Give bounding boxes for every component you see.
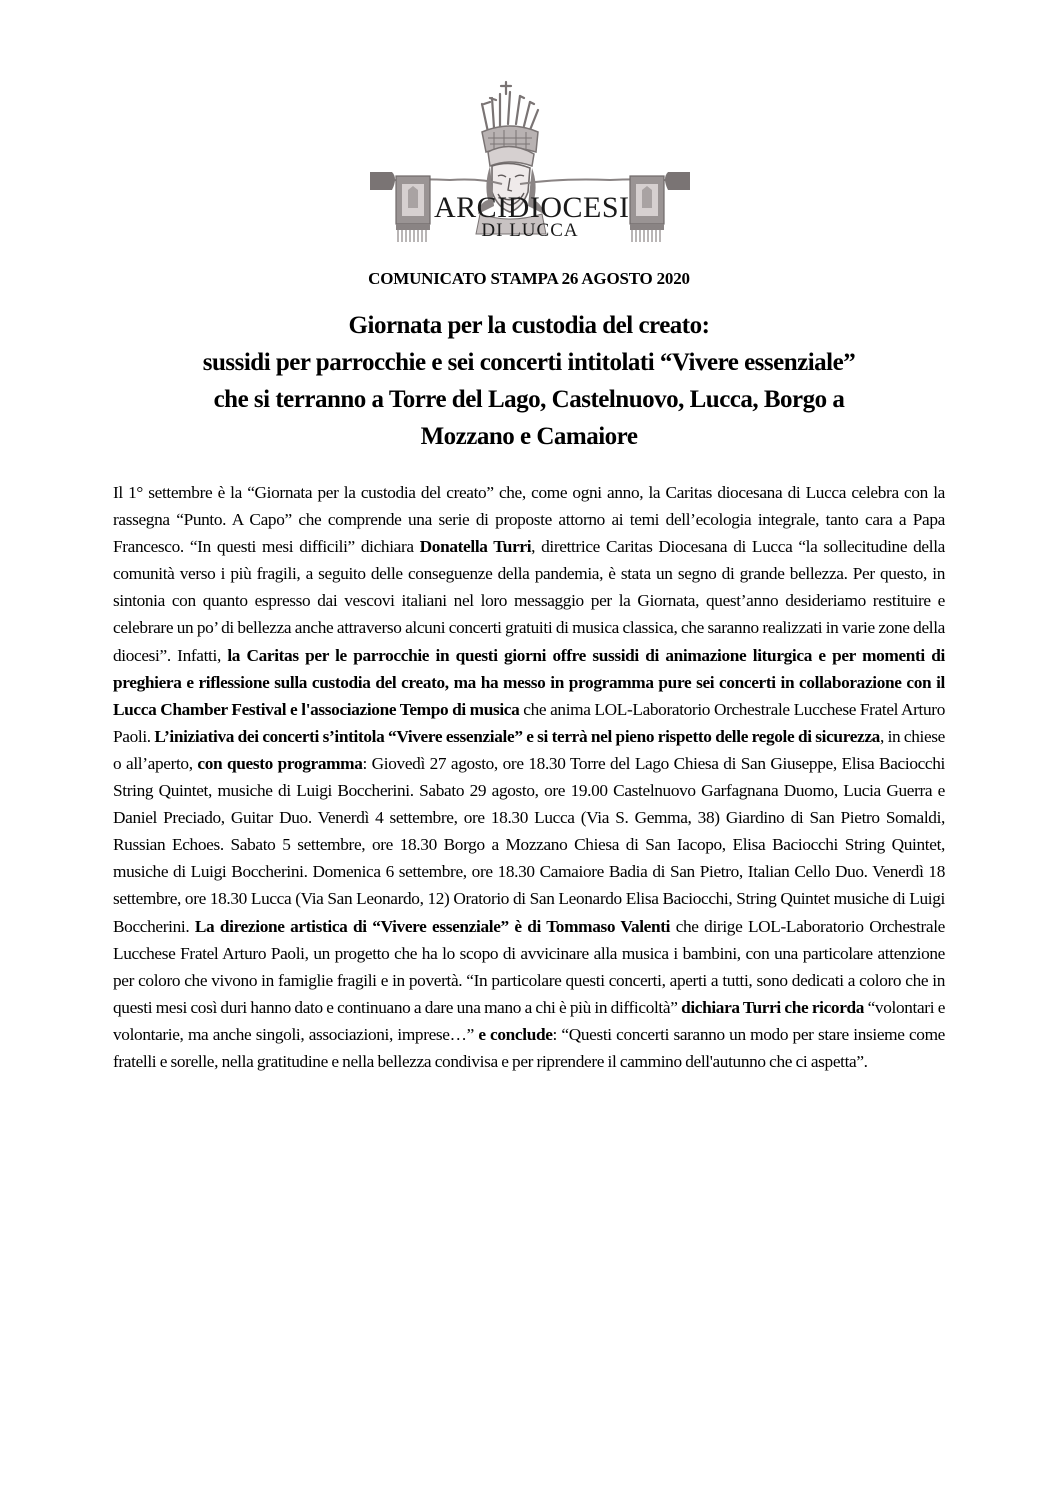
title-line: Giornata per la custodia del creato:: [348, 312, 710, 339]
logo-title: ARCIDIOCESI: [434, 191, 630, 224]
press-release-title: [100, 307, 958, 455]
archdiocese-logo: [370, 74, 690, 249]
body-bold-segment: e conclude: [478, 1024, 553, 1044]
body-text-segment: : “Questi concerti saranno un modo per stare insieme come fratelli e sorelle, nella gratitudine e nella bellezza condivisa e per riprendere il cammino dell'autunno che ci aspetta”.: [113, 1024, 946, 1071]
body-paragraph: [113, 479, 945, 1075]
title-line: sussidi per parrocchie e sei concerti intitolati “Vivere essenziale”: [202, 349, 856, 376]
press-release-date: COMUNICATO STAMPA 26 AGOSTO 2020: [368, 269, 690, 288]
body-bold-segment: L’iniziativa dei concerti s’intitola “Vivere essenziale” e si terrà nel pieno rispetto delle regole di sicurezza: [154, 726, 880, 746]
body-bold-segment: la Caritas per le parrocchie in questi giorni offre sussidi di animazione liturgica e per momenti di preghiera e riflessione sulla custodia del creato, ma ha messo in programma pure sei concerti in collaborazione con il Lucca Chamber Festival e l'associazione Tempo di musica: [113, 645, 945, 719]
body-bold-segment: Donatella Turri: [419, 537, 532, 557]
body-text-segment: che anima LOL-Laboratorio Orchestrale Lucchese Fratel Arturo Paoli.: [113, 699, 945, 746]
logo-subtitle: DI LUCCA: [481, 220, 579, 241]
body-text-segment: “volontari e volontarie, ma anche singoli, associazioni, imprese…”: [113, 997, 946, 1044]
body-text-segment: Il 1° settembre è la “Giornata per la custodia del creato” che, come ogni anno, la Caritas diocesana di Lucca celebra con la rassegna “Punto. A Capo” che comprende una serie di proposte attorno ai temi dell’ecologia integrale, tanto cara a Papa Francesco. “In questi mesi difficili” dichiara: [113, 483, 945, 557]
body-text-segment: : Giovedì 27 agosto, ore 18.30 Torre del Lago Chiesa di San Giuseppe, Elisa Baciocchi String Quintet, musiche di Luigi Boccherini. Sabato 29 agosto, ore 19.00 Castelnuovo Garfagnana Duomo, Lucia Guerra e Daniel Preciado, Guitar Duo. Venerdì 4 settembre, ore 18.30 Lucca (Via S. Gemma, 38) Giardino di San Pietro Somaldi, Russian Echoes. Sabato 5 settembre, ore 18.30 Borgo a Mozzano Chiesa di San Iacopo, Elisa Baciocchi String Quintet, musiche di Luigi Boccherini. Domenica 6 settembre, ore 18.30 Camaiore Badia di San Pietro, Italian Cello Duo. Venerdì 18 settembre, ore 18.30 Lucca (Via San Leonardo, 12) Oratorio di San Leonardo Elisa Baciocchi, String Quintet musiche di Luigi Boccherini.: [113, 753, 945, 936]
body-bold-segment: dichiara Turri che ricorda: [681, 997, 865, 1017]
body-text-segment: che dirige LOL-Laboratorio Orchestrale Lucchese Fratel Arturo Paoli, un progetto che ha lo scopo di avvicinare alla musica i bambini, con una particolare attenzione per coloro che vivono in famiglie fragili e in povertà. “In particolare questi concerti, aperti a tutti, sono dedicati a coloro che in questi mesi così duri hanno dato e continuano a dare una mano a chi è più in difficoltà”: [113, 916, 945, 1017]
body-bold-segment: La direzione artistica di “Vivere essenziale” è di Tommaso Valenti: [194, 916, 671, 936]
title-line: che si terranno a Torre del Lago, Castelnuovo, Lucca, Borgo a: [213, 386, 845, 413]
body-text-segment: , direttrice Caritas Diocesana di Lucca “la sollecitudine della comunità verso i più fragili, a seguito delle conseguenze della pandemia, è stata un segno di grande bellezza. Per questo, in sintonia con quanto espresso dai vescovi italiani nel loro messaggio per la Giornata, quest’anno desideriamo restituire e celebrare un po’ di bellezza anche attraverso alcuni concerti gratuiti di musica classica, che saranno realizzati in varie zone della diocesi”. Infatti,: [113, 537, 945, 665]
title-line: Mozzano e Camaiore: [420, 423, 638, 450]
body-text-segment: , in chiese o all’aperto,: [113, 726, 946, 773]
body-bold-segment: con questo programma: [197, 753, 363, 773]
